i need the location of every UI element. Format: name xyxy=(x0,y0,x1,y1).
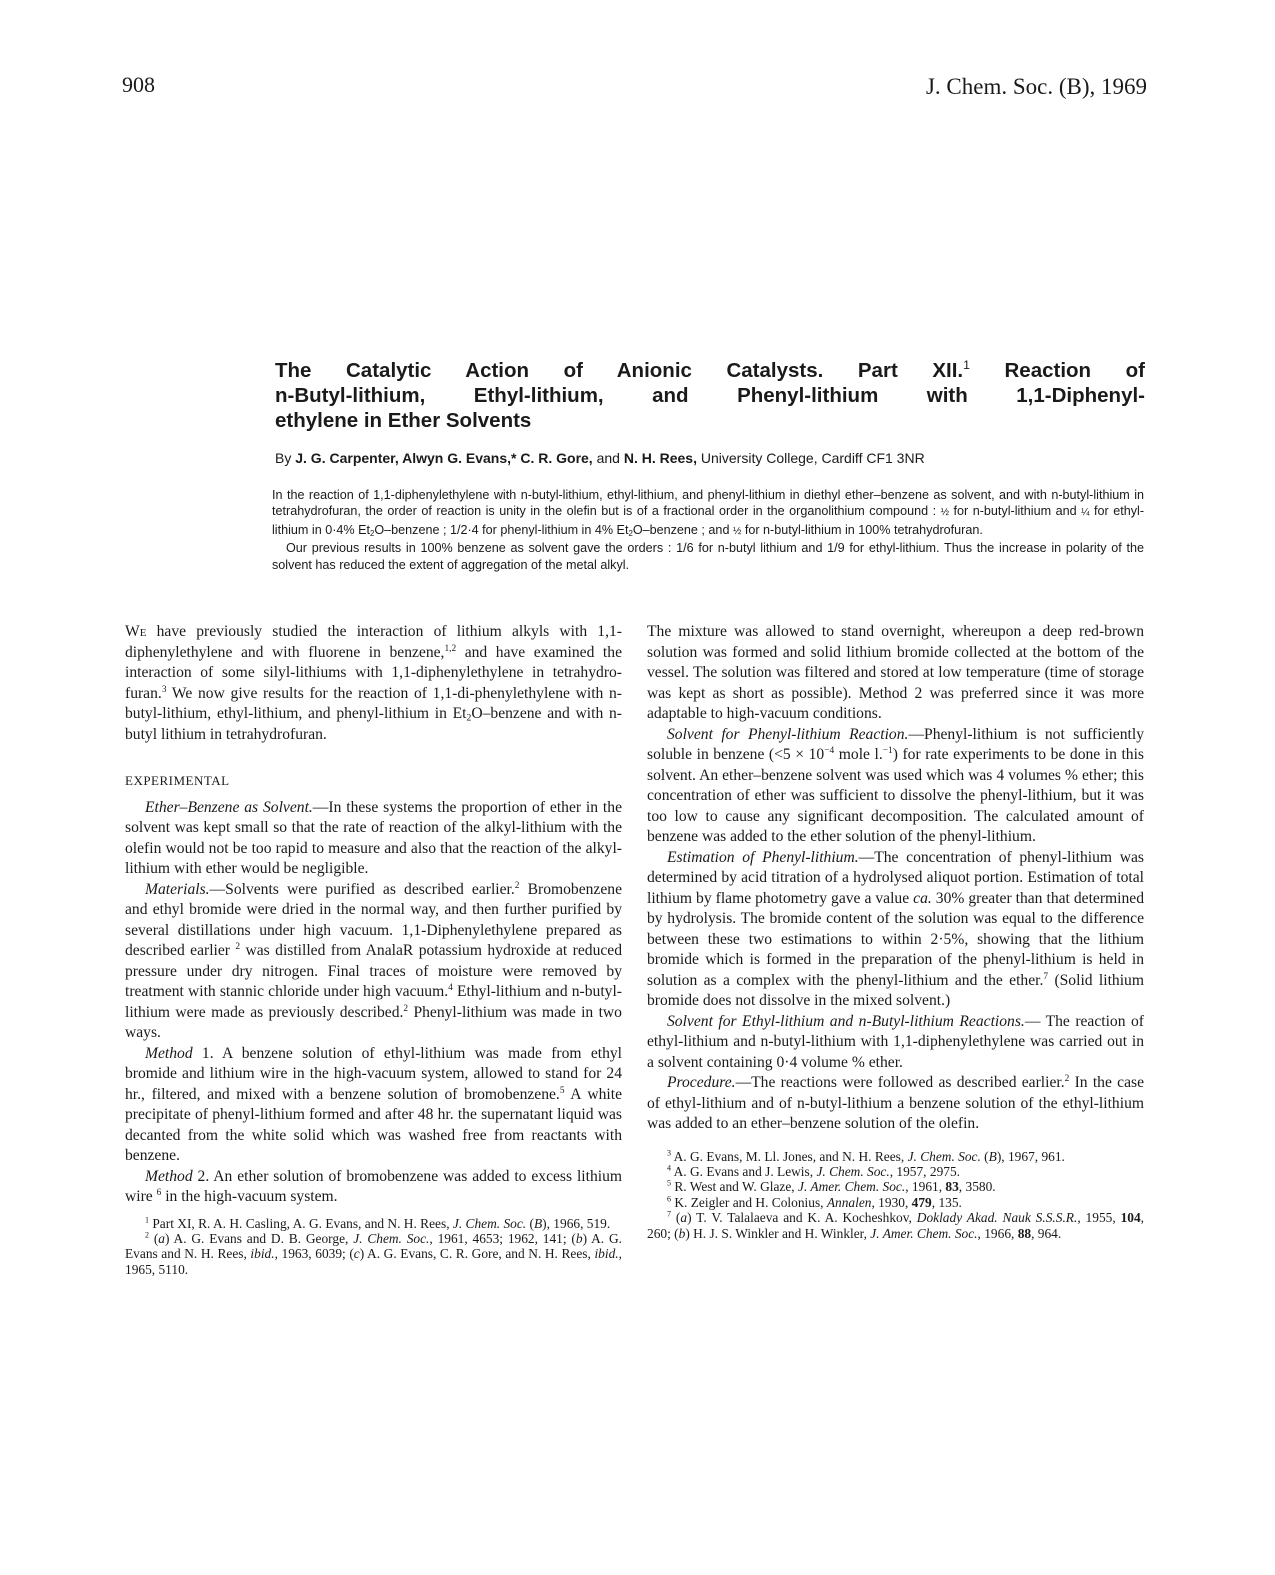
journal-name: Doklady Akad. Nauk S.S.S.R. xyxy=(916,1210,1078,1226)
volume-number: 83 xyxy=(945,1179,959,1195)
footnote-text: ( xyxy=(671,1210,681,1226)
journal-name: J. Amer. Chem. Soc. xyxy=(798,1179,906,1195)
solvent-ethyl-paragraph xyxy=(647,1012,1144,1074)
title-line-1-tail: Reaction of xyxy=(1004,359,1145,382)
subsection-heading: Ether–Benzene as Solvent. xyxy=(145,798,313,816)
reference-mark: 1,2 xyxy=(444,643,457,654)
body-text: — The reaction of ethyl-lithium and n-butyl-lithium with 1,1-diphenylethylene was carried out in a solvent containing 0·4 volume % ether. xyxy=(647,1012,1144,1071)
abstract-text: O–benzene ; 1/2·4 for phenyl-lithium in 4% Et xyxy=(374,522,629,537)
subsection-heading: Solvent for Phenyl-lithium Reaction. xyxy=(667,725,909,743)
body-text: We now give results for the reaction of 1,1-di-phenylethylene with n-butyl-lithium, ethyl-lithium, and phenyl-lithium in Et xyxy=(125,684,622,722)
phenyl-lithium-prep-paragraph: The mixture was allowed to stand overnight, whereupon a deep red-brown solution was formed and solid lithium bromide collected at the bottom of the vessel. The solution was filtered and stored at low temperature (time of storage was kept as short as possible). Method 2 was preferred since it was more adaptable to high-vacuum conditions. xyxy=(647,623,1144,722)
superscript: −4 xyxy=(824,745,835,756)
footnote-number: 2 xyxy=(145,1230,150,1240)
method-number: 2. xyxy=(192,1167,210,1185)
abstract-text: for ethyl-lithium in 0·4% Et xyxy=(272,504,1145,537)
fraction: ¼ xyxy=(1081,507,1090,519)
body-text: ) for rate experiments to be done in this solvent. An ether–benzene solvent was used which was 4 volumes % ether; this concentration of ether was sufficient to dissolve the phenyl-lithium, but it was too low to cause any significant decomposition. The calculated amount of benzene was added to the ether solution of the phenyl-lithium. xyxy=(647,746,1144,845)
intro-lead-word: We xyxy=(125,623,147,640)
body-text: ca. xyxy=(913,889,932,907)
subsection-heading: Solvent for Ethyl-lithium and n-Butyl-lithium Reactions. xyxy=(667,1012,1025,1030)
journal-name: J. Chem. Soc. xyxy=(907,1148,981,1164)
footnotes-left xyxy=(125,1216,622,1278)
ether-benzene-paragraph xyxy=(125,798,622,880)
body-text: —The reactions were followed as described earlier. xyxy=(735,1074,1065,1091)
reference-mark: 2 xyxy=(403,1003,409,1014)
section-heading-experimental: EXPERIMENTAL xyxy=(125,773,230,788)
authors-and: and xyxy=(596,450,620,466)
body-text: —Phenyl-lithium is not sufficiently soluble in benzene (<5 × 10 xyxy=(647,725,1144,763)
footnote-text: ) A. G. Evans and D. B. George, xyxy=(165,1230,354,1246)
subscript: 2 xyxy=(628,528,633,538)
body-text: mole l. xyxy=(834,746,883,763)
reference-mark: 3 xyxy=(161,684,167,695)
body-text: —Solvents were purified as described earlier. xyxy=(209,880,515,898)
body-text: —The concentration of phenyl-lithium was determined by acid titration of a hydrolysed aliquot portion. Estimation of total lithium by flame photometry gave a value xyxy=(647,848,1144,907)
author-line xyxy=(275,450,1145,466)
body-text: A benzene solution of ethyl-lithium was made from ethyl bromide and lithium wire in the high-vacuum system, allowed to stand for 24 hr., filtered, and mixed with a benzene solution of bromobenzene. xyxy=(125,1044,622,1103)
footnote-text: ( xyxy=(526,1215,534,1231)
title-line-3: ethylene in Ether Solvents xyxy=(275,409,532,432)
left-column xyxy=(125,622,622,1277)
procedure-paragraph xyxy=(647,1073,1144,1135)
footnote-text: , 1961, xyxy=(905,1179,946,1195)
footnote-text: , 1963, 6039; ( xyxy=(274,1246,354,1262)
footnote-number: 1 xyxy=(145,1215,150,1225)
footnote-number: 7 xyxy=(667,1209,672,1219)
authors-prefix: By xyxy=(275,450,292,466)
footnote-text: , 1966, xyxy=(977,1225,1018,1241)
footnote-3 xyxy=(647,1149,1144,1164)
journal-citation: J. Chem. Soc. (B), 1969 xyxy=(925,74,1147,99)
footnote-number: 4 xyxy=(667,1163,672,1173)
footnote-text: ), 1966, 519. xyxy=(542,1215,611,1231)
body-text: An ether solution of bromobenzene was added to excess lithium wire xyxy=(125,1167,623,1205)
footnote-text: ibid. xyxy=(250,1246,275,1262)
body-text: (Solid lithium bromide does not dissolve in the mixed solvent.) xyxy=(647,971,1144,1009)
footnote-text: A. G. Evans and J. Lewis, xyxy=(671,1163,817,1179)
footnote-text: , 964. xyxy=(1031,1225,1062,1241)
footnote-number: 5 xyxy=(667,1178,672,1188)
journal-name: J. Amer. Chem. Soc. xyxy=(870,1225,978,1241)
footnote-text: B xyxy=(988,1148,997,1164)
subsection-heading: Method xyxy=(145,1044,193,1062)
footnote-1 xyxy=(125,1216,622,1231)
footnote-text: ( xyxy=(149,1230,159,1246)
subsection-heading: Materials. xyxy=(145,880,210,898)
body-text: Phenyl-lithium was made in two ways. xyxy=(125,1003,622,1041)
introduction-paragraph xyxy=(125,622,622,745)
body-text: 30% greater than that determined by hydrolysis. The bromide content of the solution was equal to the difference between these two estimations to within 2·5%, showing that the lithium bromide which is formed in the preparation of the phenyl-lithium is held in solution as a complex with the phenyl-lithium and the ether. xyxy=(647,889,1145,989)
title-line-2: n-Butyl-lithium, Ethyl-lithium, and Phenyl-lithium with 1,1-Diphenyl- xyxy=(275,384,1145,407)
volume-number: 104 xyxy=(1120,1210,1141,1226)
affiliation: University College, Cardiff CF1 3NR xyxy=(700,450,925,466)
abstract-text: O–benzene ; and xyxy=(632,522,733,537)
body-text: —In these systems the proportion of ether in the solvent was kept small so that the rate of reaction of the alkyl-lithium with the olefin would not be too rapid to measure and also that the reaction of the alkyl-lithium with ether would be negligible. xyxy=(125,798,622,877)
volume-number: 479 xyxy=(911,1194,932,1210)
body-text: Ethyl-lithium and n-butyl-lithium were made as previously described. xyxy=(125,983,622,1021)
footnote-2 xyxy=(125,1231,622,1277)
subsection-heading: Estimation of Phenyl-lithium. xyxy=(667,848,859,866)
abstract xyxy=(272,487,1144,573)
subsection-heading: Procedure. xyxy=(667,1074,736,1091)
footnote-text: ) T. V. Talalaeva and K. A. Kocheshkov, xyxy=(687,1210,917,1226)
footnote-text: ibid. xyxy=(594,1246,619,1262)
article-title xyxy=(275,358,1145,433)
footnote-text: a xyxy=(680,1210,688,1226)
footnote-text: a xyxy=(158,1230,165,1246)
body-text: In the case of ethyl-lithium and of n-butyl-lithium a benzene solution of the ethyl-lithium was added to an ether–benzene solution of the olefin. xyxy=(647,1074,1144,1132)
footnote-text: K. Zeigler and H. Colonius, xyxy=(671,1194,827,1210)
superscript: −1 xyxy=(882,745,893,756)
footnote-text: ) A. G. Evans and N. H. Rees, xyxy=(125,1230,622,1262)
body-text: A white precipitate of phenyl-lithium formed and after 48 hr. the supernatant liquid was decanted from the white solid which was washed free from reactants with benzene. xyxy=(125,1085,622,1164)
body-text: O–benzene and with n-butyl lithium in tetrahydrofuran. xyxy=(125,705,622,743)
footnote-7 xyxy=(647,1210,1144,1241)
footnote-text: ) H. J. S. Winkler and H. Winkler, xyxy=(685,1225,871,1241)
estimation-paragraph xyxy=(647,848,1144,1012)
journal-name: J. Chem. Soc. xyxy=(353,1230,430,1246)
reference-mark: 7 xyxy=(1043,971,1049,982)
footnote-text: , 1930, xyxy=(871,1194,912,1210)
footnote-text: B xyxy=(533,1215,543,1231)
solvent-phenyl-paragraph xyxy=(647,725,1144,848)
body-text: and have examined the interaction of some silyl-lithiums with 1,1-diphenylethylene in tetrahydro-furan. xyxy=(125,643,622,702)
journal-name: Annalen xyxy=(826,1194,872,1210)
fraction: ½ xyxy=(940,507,949,519)
footnote-text: ( xyxy=(980,1148,989,1164)
footnote-4 xyxy=(647,1164,1144,1179)
footnote-text: c xyxy=(353,1246,360,1262)
footnote-text: ) A. G. Evans, C. R. Gore, and N. H. Rees, xyxy=(359,1246,595,1262)
footnote-text: b xyxy=(575,1230,583,1246)
author-names: J. G. Carpenter, Alwyn G. Evans,* C. R. Gore, xyxy=(295,450,593,466)
subscript: 2 xyxy=(466,712,472,724)
footnote-text: , 3580. xyxy=(958,1179,996,1195)
footnote-text: R. West and W. Glaze, xyxy=(671,1179,798,1195)
reference-mark: 2 xyxy=(1064,1073,1070,1084)
reference-mark: 6 xyxy=(156,1187,162,1198)
body-text: Bromobenzene and ethyl bromide were dried in the normal way, and then further purified by several distillations under high vacuum. 1,1-Diphenylethylene prepared as described earlier xyxy=(125,880,622,959)
author-last: N. H. Rees, xyxy=(623,450,697,466)
title-line-1-text: The Catalytic Action of Anionic Catalysts. Part XII. xyxy=(275,359,964,382)
body-text: in the high-vacuum system. xyxy=(161,1188,338,1205)
reference-mark: 4 xyxy=(448,982,453,993)
reference-mark: 5 xyxy=(559,1085,565,1096)
reference-mark: 2 xyxy=(514,880,520,891)
footnote-text: , 1957, 2975. xyxy=(889,1163,961,1179)
footnote-text: , 1955, xyxy=(1077,1210,1121,1226)
footnote-text: , 1965, 5110. xyxy=(125,1246,622,1277)
abstract-paragraph-1 xyxy=(272,487,1144,540)
footnote-5 xyxy=(647,1179,1144,1194)
reference-mark: 2 xyxy=(235,941,241,952)
footnote-text: , 1961, 4653; 1962, 141; ( xyxy=(429,1230,576,1246)
title-footnote-ref: 1 xyxy=(963,358,970,373)
right-column xyxy=(647,622,1144,1241)
journal-name: J. Chem. Soc. xyxy=(816,1163,890,1179)
subsection-heading: Method xyxy=(145,1167,193,1185)
method-number: 1. xyxy=(192,1044,214,1062)
footnote-text: ), 1967, 961. xyxy=(996,1148,1065,1164)
materials-paragraph xyxy=(125,880,622,1044)
footnotes-right xyxy=(647,1149,1144,1241)
page-number: 908 xyxy=(122,72,155,97)
footnote-number: 6 xyxy=(667,1194,672,1204)
footnote-text: b xyxy=(678,1225,686,1241)
footnote-text: , 260; ( xyxy=(647,1210,1145,1241)
fraction: ½ xyxy=(732,525,742,537)
method-1-paragraph xyxy=(125,1044,622,1167)
footnote-6 xyxy=(647,1195,1144,1210)
footnote-text: , 135. xyxy=(931,1194,962,1210)
abstract-text: for n-butyl-lithium and xyxy=(949,504,1082,519)
subscript: 2 xyxy=(370,528,375,538)
footnote-number: 3 xyxy=(667,1148,672,1158)
method-2-paragraph xyxy=(125,1167,622,1208)
body-text: was distilled from AnalaR potassium hydroxide at reduced pressure under dry nitrogen. Final traces of moisture were removed by treatment with stannic chloride under high vacuum. xyxy=(125,942,623,1000)
abstract-paragraph-2: Our previous results in 100% benzene as solvent gave the orders : 1/6 for n-butyl lithium and 1/9 for ethyl-lithium. Thus the increase in polarity of the solvent has reduced the extent of aggregation of the metal alkyl. xyxy=(272,541,1144,572)
footnote-text: A. G. Evans, M. Ll. Jones, and N. H. Rees, xyxy=(671,1148,908,1164)
abstract-text: In the reaction of 1,1-diphenylethylene with n-butyl-lithium, ethyl-lithium, and phenyl-lithium in diethyl ether–benzene as solvent, and with n-butyl-lithium in tetrahydrofuran, the order of reaction is unity in the olefin but is of a fractional order in the organolithium compound : xyxy=(272,488,1144,519)
title-line-1 xyxy=(275,358,1145,383)
footnote-text: Part XI, R. A. H. Casling, A. G. Evans, and N. H. Rees, xyxy=(149,1215,453,1231)
volume-number: 88 xyxy=(1017,1225,1032,1241)
abstract-text: for n-butyl-lithium in 100% tetrahydrofuran. xyxy=(741,522,983,537)
body-text: have previously studied the interaction of lithium alkyls with 1,1-diphenylethylene and with fluorene in benzene, xyxy=(125,623,622,661)
journal-name: J. Chem. Soc. xyxy=(452,1215,527,1231)
